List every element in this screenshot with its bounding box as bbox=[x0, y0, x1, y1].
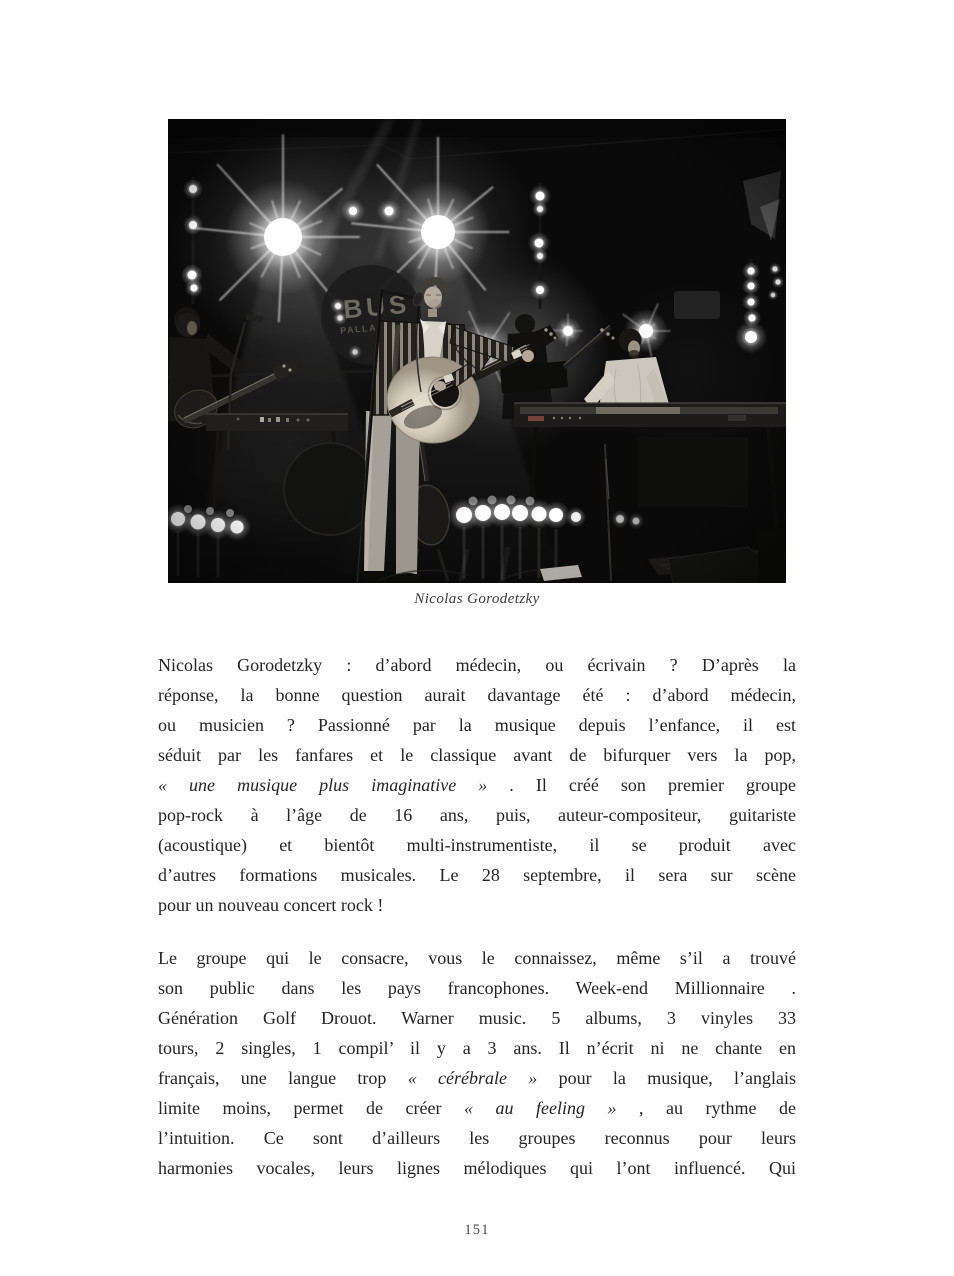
concert-photo-svg bbox=[168, 119, 786, 583]
text-line bbox=[158, 680, 796, 710]
text-line bbox=[158, 973, 796, 1003]
text-line bbox=[158, 800, 796, 830]
italic-text: « une musique plus imaginative » bbox=[158, 775, 488, 795]
text-line bbox=[158, 890, 796, 920]
body-text: Le groupe qui le consacre, vous le connaissez, même s’il a trouvé bbox=[158, 948, 796, 968]
italic-text: « cérébrale » bbox=[407, 1068, 538, 1088]
body-text: pour un nouveau concert rock ! bbox=[158, 895, 384, 915]
body-text: Nicolas Gorodetzky : d’abord médecin, ou écrivain ? D’après la bbox=[158, 655, 796, 675]
body-text: Génération Golf Drouot. Warner music. 5 albums, 3 vinyles 33 bbox=[158, 1008, 796, 1028]
body-text: tours, 2 singles, 1 compil’ il y a 3 ans. Il n’écrit ni ne chante en bbox=[158, 1038, 796, 1058]
text-line bbox=[158, 1063, 796, 1093]
body-text: ou musicien ? Passionné par la musique depuis l’enfance, il est bbox=[158, 715, 796, 735]
vignette bbox=[168, 119, 786, 583]
body-text: . Il créé son premier groupe bbox=[487, 775, 796, 795]
photo-caption: Nicolas Gorodetzky bbox=[414, 591, 540, 607]
text-line bbox=[158, 650, 796, 680]
body-text: (acoustique) et bientôt multi-instrumentiste, il se produit avec bbox=[158, 835, 796, 855]
text-line bbox=[158, 710, 796, 740]
text-line bbox=[158, 1003, 796, 1033]
text-line bbox=[158, 830, 796, 860]
body-text: limite moins, permet de créer bbox=[158, 1098, 464, 1118]
text-line bbox=[158, 740, 796, 770]
body-text: , au rythme de bbox=[616, 1098, 797, 1118]
paragraph bbox=[158, 650, 796, 920]
text-line bbox=[158, 1093, 796, 1123]
body-text: d’autres formations musicales. Le 28 septembre, il sera sur scène bbox=[158, 865, 796, 885]
text-line bbox=[158, 1153, 796, 1183]
body-text: l’intuition. Ce sont d’ailleurs les groupes reconnus pour leurs bbox=[158, 1128, 796, 1148]
body-text: harmonies vocales, leurs lignes mélodiques qui l’ont influencé. Qui bbox=[158, 1158, 796, 1178]
body-text: réponse, la bonne question aurait davantage été : d’abord médecin, bbox=[158, 685, 796, 705]
page-number: 151 bbox=[464, 1222, 490, 1238]
body-text: pour la musique, l’anglais bbox=[537, 1068, 796, 1088]
text-line bbox=[158, 770, 796, 800]
body-text: son public dans les pays francophones. Week-end Millionnaire . bbox=[158, 978, 796, 998]
concert-photo bbox=[168, 119, 786, 583]
body-text: français, une langue trop bbox=[158, 1068, 408, 1088]
italic-text: « au feeling » bbox=[463, 1098, 617, 1118]
body-text: pop-rock à l’âge de 16 ans, puis, auteur-compositeur, guitariste bbox=[158, 805, 796, 825]
article-body bbox=[158, 650, 796, 1183]
paragraph bbox=[158, 943, 796, 1183]
text-line bbox=[158, 1123, 796, 1153]
body-text: séduit par les fanfares et le classique avant de bifurquer vers la pop, bbox=[158, 745, 796, 765]
text-line bbox=[158, 943, 796, 973]
text-line bbox=[158, 860, 796, 890]
text-line bbox=[158, 1033, 796, 1063]
